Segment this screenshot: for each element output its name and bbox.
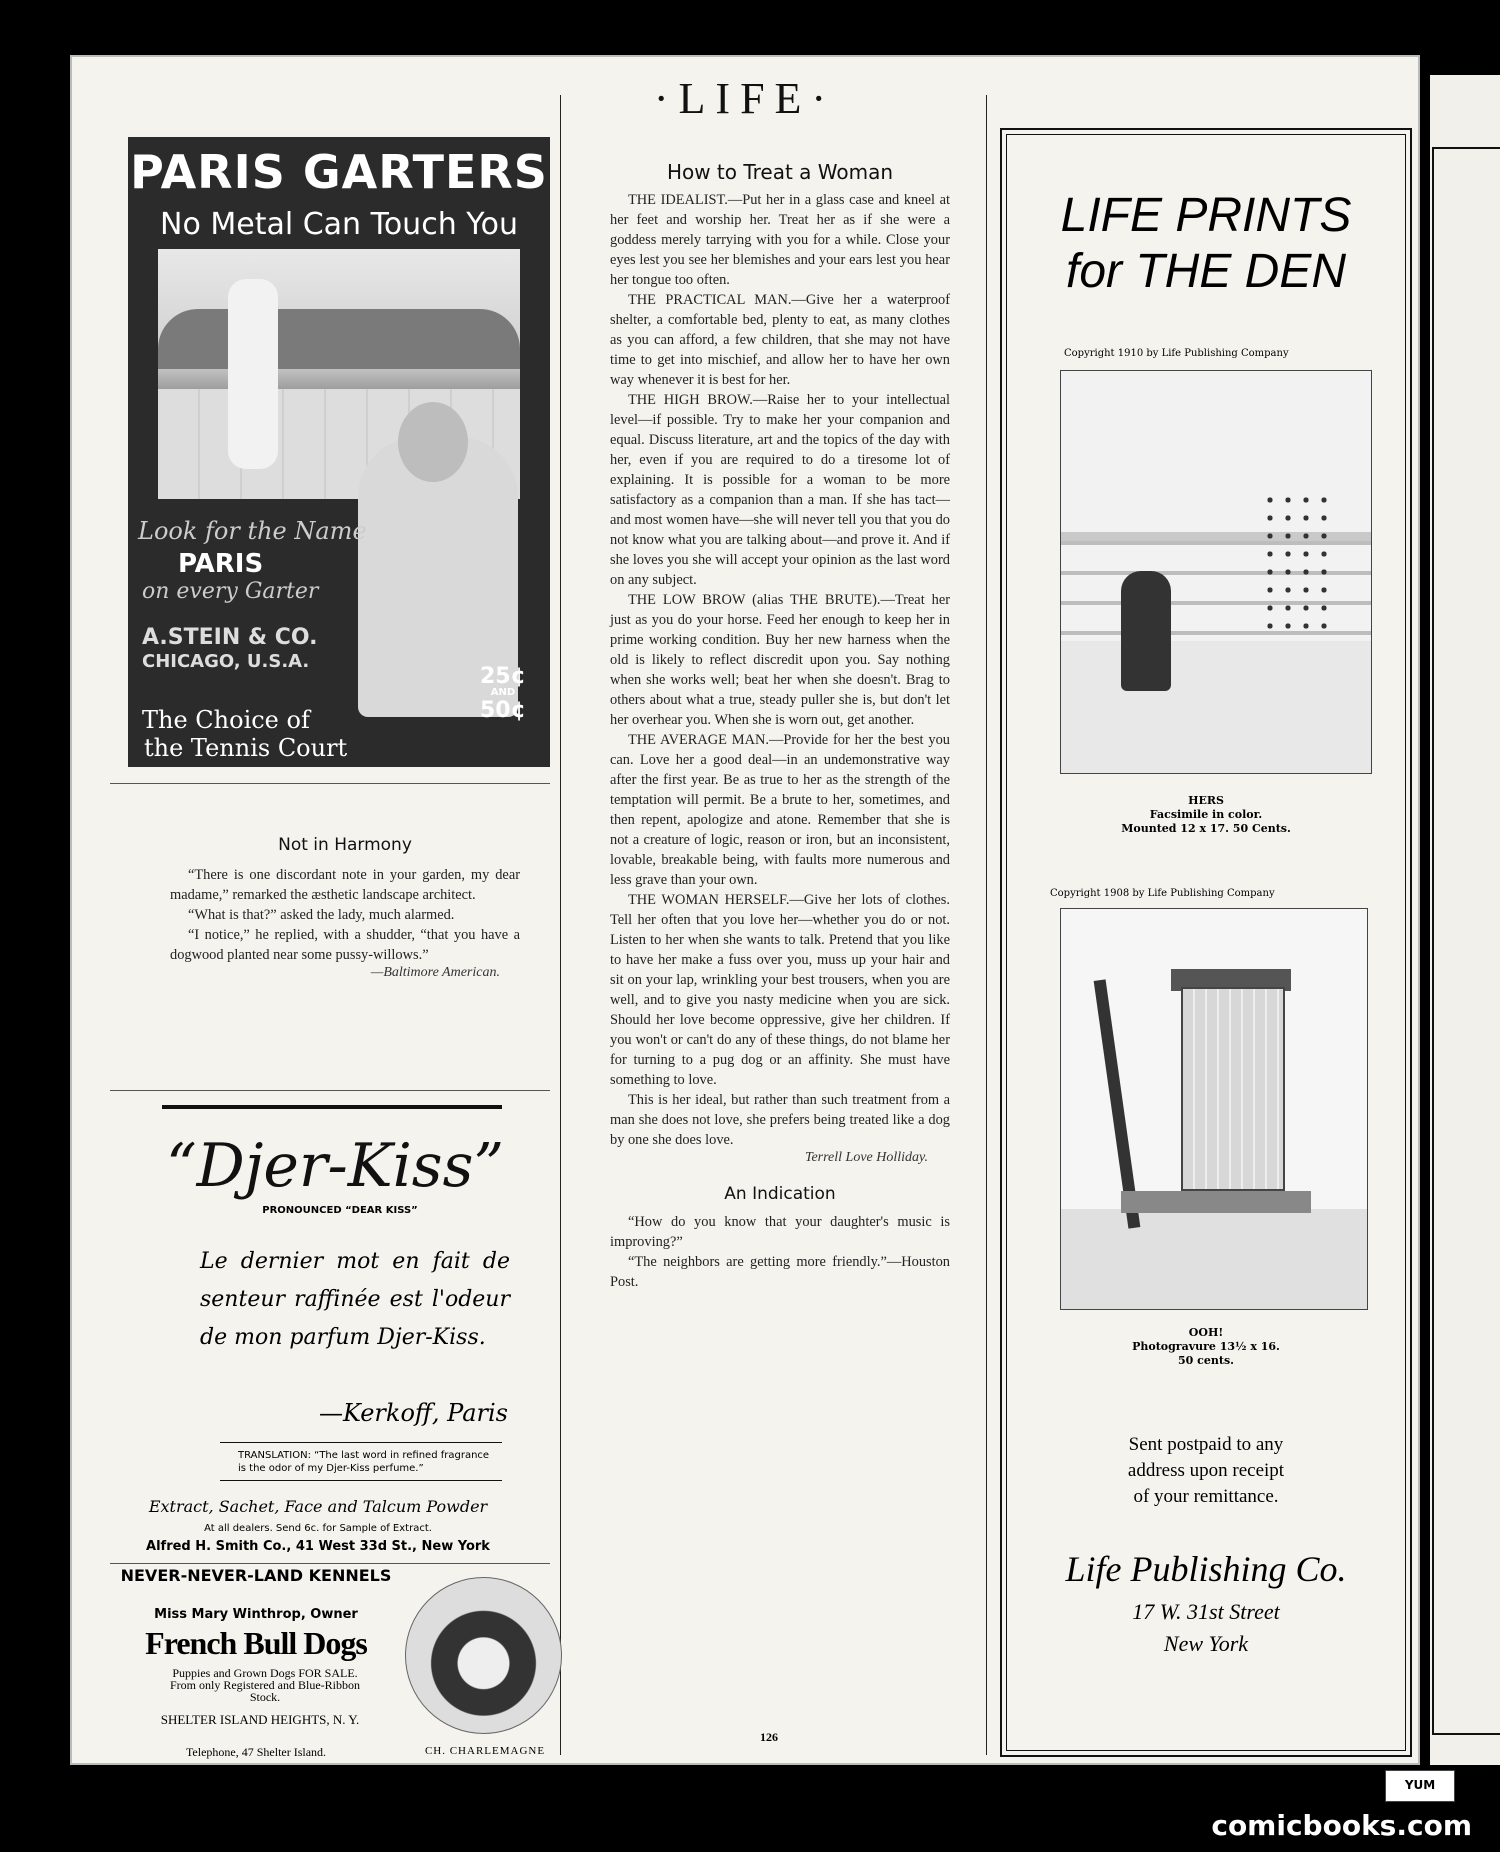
harmony-paragraph: “I notice,” he replied, with a shudder, “that you have a dogwood planted near some pussy-willows.” [170,927,520,963]
life-prints-ad [1000,128,1412,1757]
paris-price: 25¢ AND 50¢ [480,664,526,723]
postpaid-text: Sent postpaid to any address upon receipt of your remittance. [1127,1434,1285,1507]
kennel-location: SHELTER ISLAND HEIGHTS, N. Y. [160,1712,360,1727]
paris-name: PARIS [178,549,264,579]
woman-paragraph: THE LOW BROW (alias THE BRUTE).—Treat her just as you do your horse. Feed her enough to keep her in prime working condition. Buy her new harness when the old is likely to reflect discredit upon you. Say nothing when she works well; beat her when she doesn't. Brag to others about what a true, steady puller she is, but don't let her overhear you. When she is worn out, get another. [610,592,950,728]
kennel-name: NEVER-NEVER-LAND KENNELS [120,1566,392,1585]
paris-headline: PARIS GARTERS [130,145,548,199]
harmony-title: Not in Harmony [278,835,412,855]
woman-paragraph: THE AVERAGE MAN.—Provide for her the best you can. Love her a good deal—in an undemonstrative way after the first year. Be as true to her as the strength of the temptation will permit. Be a brute to her, sometimes, and then repent, apologize and atone. Remember that she is not a creature of logic, reason or iron, but an inconsistent, lovable, breakable being, with faults more numerous and less grave than your own. [610,732,950,888]
harmony-paragraph: “There is one discordant note in your garden, my dear madame,” remarked the æsthetic landscape architect. [170,867,520,903]
dog-caption: CH. CHARLEMAGNE [424,1745,546,1757]
djer-kiss-logo: “Djer-Kiss” [165,1131,505,1201]
print-hers-caption: HERS Facsimile in color. Mounted 12 x 17. 50 Cents. [1121,794,1291,835]
kennel-sale: Puppies and Grown Dogs FOR SALE. From only Registered and Blue-Ribbon Stock. [170,1666,360,1704]
djer-translation: TRANSLATION: “The last word in refined fragrance is the odor of my Djer-Kiss perfume.” [238,1450,490,1474]
paris-maker: A.STEIN & CO. [142,625,318,650]
divider [110,1090,550,1091]
publisher-address: 17 W. 31st Street New York [1132,1599,1280,1656]
column-divider-left [560,95,561,1755]
page-tag: YUM [1385,1770,1455,1802]
indication-title: An Indication [724,1184,836,1204]
masthead: ·LIFE· [653,74,837,123]
woman-paragraph: THE WOMAN HERSELF.—Give her lots of clothes. Tell her often that you love her—whether you do or not. Listen to her when she wants to talk. Pretend that you like to have her make a fuss over you, muss up your hair and sit on your lap, wrinkling your best trousers, when you are well, and to give you nasty medicine when you are sick. Should her love become oppressive, give her children. If you won't or can't do any of these things, do not blame her for turning to a pug dog or an affinity. She must have something to love. [610,892,950,1088]
kennel-phone: Telephone, 47 Shelter Island. [185,1745,327,1759]
print-hers-image [1060,370,1372,774]
kennel-owner: Miss Mary Winthrop, Owner [154,1607,358,1622]
tennis-player-figure [228,279,278,469]
paris-choice: The Choice of the Tennis Court [142,706,348,762]
harmony-paragraph: “What is that?” asked the lady, much alarmed. [188,907,455,923]
woman-paragraph: THE PRACTICAL MAN.—Give her a waterproof shelter, a comfortable bed, plenty to eat, as many clothes as you can afford, a few children, that she may not have time to get into mischief, and allow her to have her own way whenever it is best for her. [610,292,950,388]
kennel-ad [120,1567,560,1761]
divider [110,1563,550,1564]
paris-garters-ad [128,137,550,767]
djer-kiss-ad [120,1105,560,1561]
harmony-article [170,835,520,981]
paris-look-text: Look for the Name [138,517,367,545]
woman-paragraph: THE HIGH BROW.—Raise her to your intellectual level—if possible. Try to make her your companion and equal. Discuss literature, art and the topics of the day with her, even if you are required to do a tiresome lot of explaining. It is possible for a woman to be more satisfactory as a companion than a man. If she has tact—and most women have—she will never tell you that you do not know what you are talking about—and prove it. And if she loves you she will accept your opinion as the last word on any subject. [610,392,950,588]
woman-paragraph: This is her ideal, but rather than such treatment from a man she does not love, she prefers being treated like a dog by one she does love. [610,1092,950,1148]
divider [110,783,550,784]
indication-paragraph: “The neighbors are getting more friendly.”—Houston Post. [610,1254,950,1290]
magazine-page [70,55,1420,1765]
djer-products: Extract, Sachet, Face and Talcum Powder [148,1497,488,1516]
woman-title: How to Treat a Woman [666,160,894,184]
kennel-breed: French Bull Dogs [145,1625,367,1661]
prints-headline: LIFE PRINTS for THE DEN [1060,189,1352,298]
woman-article [610,160,950,1292]
watermark-logo: comicbooks.com [1211,1809,1472,1842]
page-number: 126 [760,1730,778,1744]
harmony-source: —Baltimore American. [370,965,500,980]
print-ooh-image [1060,908,1368,1310]
copyright-2: Copyright 1908 by Life Publishing Company [1050,888,1275,899]
djer-author: —Kerkoff, Paris [318,1399,508,1427]
djer-pronounced: PRONOUNCED “DEAR KISS” [262,1205,418,1216]
paris-city: CHICAGO, U.S.A. [142,651,310,672]
publisher-name: Life Publishing Co. [1065,1549,1347,1589]
bulldog-portrait [405,1577,562,1734]
djer-company: Alfred H. Smith Co., 41 West 33d St., New York [146,1539,490,1554]
paris-tagline: No Metal Can Touch You [160,207,518,242]
djer-quote: Le dernier mot en fait de senteur raffinée est l'odeur de mon parfum Djer-Kiss. [200,1249,510,1350]
djer-dealers: At all dealers. Send 6c. for Sample of Extract. [204,1523,432,1534]
woman-paragraph: THE IDEALIST.—Put her in a glass case and kneel at her feet and worship her. Treat her as if she were a goddess merely tarrying with you for a while. Close your eyes lest you see her blemishes and your ears lest you hear her tongue too often. [610,192,950,288]
paris-every-text: on every Garter [142,579,319,604]
adjacent-page-edge [1430,75,1500,1765]
print-ooh-caption: OOH! Photogravure 13½ x 16. 50 cents. [1132,1326,1280,1367]
woman-author: Terrell Love Holliday. [804,1150,928,1165]
column-divider-right [986,95,987,1755]
indication-paragraph: “How do you know that your daughter's music is improving?” [610,1214,950,1250]
copyright-1: Copyright 1910 by Life Publishing Company [1064,348,1289,359]
